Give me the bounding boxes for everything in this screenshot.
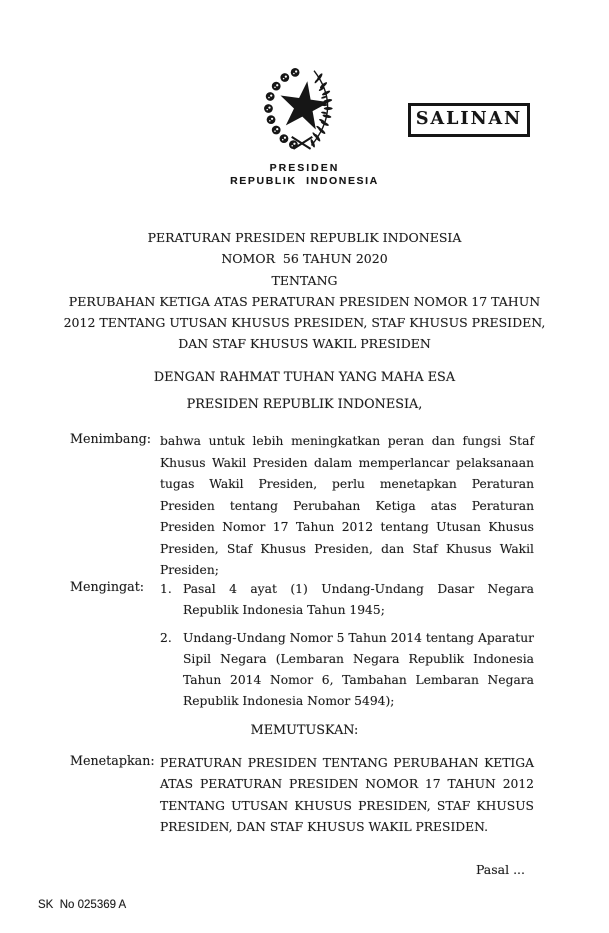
title-line-5: 2012 TENTANG UTUSAN KHUSUS PRESIDEN, STAF KHUSUS PRESIDEN, [63,315,546,331]
mengingat-item-number: 2. [160,630,172,645]
mengingat-item-number: 1. [160,582,172,596]
letterhead-republik-indonesia: REPUBLIK INDONESIA [230,175,379,187]
catchword-pasal: Pasal ... [475,862,525,877]
presidential-star-emblem-icon [259,65,345,158]
invocation-line: DENGAN RAHMAT TUHAN YANG MAHA ESA [153,370,456,385]
mengingat-label: Mengingat: [70,579,145,594]
mengingat-item-text: Undang-Undang Nomor 5 Tahun 2014 tentang Aparatur Sipil Negara (Lembaran Negara Republik Indonesia Tahun 2014 Nomor 6, Tambahan Lembaran Negara Republik Indonesia Nomor 5494); [183,630,534,708]
title-line-3: TENTANG [271,272,338,288]
title-line-6: DAN STAF KHUSUS WAKIL PRESIDEN [178,336,431,352]
letterhead-presiden: PRESIDEN [269,162,340,174]
regulation-title [0,227,609,355]
memutuskan-heading: MEMUTUSKAN: [250,723,359,738]
menimbang-text: bahwa untuk lebih meningkatkan peran dan fungsi Staf Khusus Wakil Presiden dalam memperlancar pelaksanaan tugas Wakil Presiden, perlu menetapkan Peraturan Presiden tentang Perubahan Ketiga atas Peraturan Presiden Nomor 17 Tahun 2012 tentang Utusan Khusus Presiden, Staf Khusus Presiden, dan Staf Khusus Wakil Presiden; [160,434,534,577]
menetapkan-text: PERATURAN PRESIDEN TENTANG PERUBAHAN KETIGA ATAS PERATURAN PRESIDEN NOMOR 17 TAHUN 2012 TENTANG UTUSAN KHUSUS PRESIDEN, STAF KHUSUS PRESIDEN, DAN STAF KHUSUS WAKIL PRESIDEN. [160,756,534,834]
mengingat-list [160,579,534,711]
mengingat-item-text: Pasal 4 ayat (1) Undang-Undang Dasar Negara Republik Indonesia Tahun 1945; [183,582,534,617]
mengingat-item [160,579,534,621]
sk-number: SK No 025369 A [38,899,127,911]
title-line-1: PERATURAN PRESIDEN REPUBLIK INDONESIA [147,230,462,245]
title-line-2: NOMOR 56 TAHUN 2020 [221,251,388,267]
salinan-stamp: SALINAN [408,103,530,137]
title-line-4: PERUBAHAN KETIGA ATAS PERATURAN PRESIDEN NOMOR 17 TAHUN [68,293,541,309]
mengingat-item [160,628,534,712]
menetapkan-label: Menetapkan: [70,753,155,768]
authority-line: PRESIDEN REPUBLIK INDONESIA, [186,397,423,412]
menimbang-label: Menimbang: [70,431,152,446]
